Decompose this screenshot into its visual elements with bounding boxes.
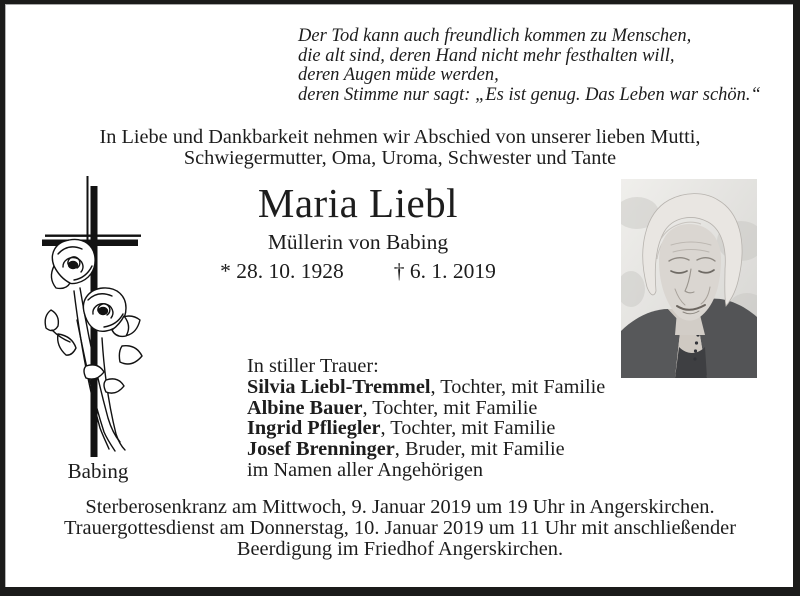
mourner-row [247,418,605,439]
poem [298,27,761,105]
mourner-row [247,398,605,419]
poem-line: Der Tod kann auch freundlich kommen zu Menschen, [298,26,692,46]
mourning-heading: In stiller Trauer: [247,355,379,377]
mourner-name: Silvia Liebl-Tremmel [247,375,431,398]
deceased-block [156,180,560,283]
poem-line: deren Stimme nur sagt: „Es ist genug. Das Leben war schön.“ [298,84,761,105]
mourner-relation: , Tochter, mit Familie [362,396,538,419]
service-info [0,497,800,559]
mourner-relation: , Tochter, mit Familie [430,375,606,398]
mourner-name: Albine Bauer [247,396,363,419]
poem-line: die alt sind, deren Hand nicht mehr festhalten will, [298,45,675,66]
birth-date: * 28. 10. 1928 [220,259,344,283]
intro-text [0,127,800,169]
portrait-photo [621,179,757,378]
deceased-name: Maria Liebl [257,180,459,226]
mourner-relation: , Bruder, mit Familie [394,438,565,461]
life-dates [156,259,560,283]
service-line: Sterberosenkranz am Mittwoch, 9. Januar 2019 um 19 Uhr in Angerskirchen. [85,496,715,518]
mourning-closing: im Namen aller Angehörigen [247,458,483,481]
cross-thin-horizontal [45,235,141,237]
mourning-list [247,356,605,481]
poem-line: deren Augen müde werden, [298,65,499,85]
place-label: Babing [67,459,129,483]
service-line: Beerdigung im Friedhof Angerskirchen. [236,537,564,560]
deceased-subtitle: Müllerin von Babing [267,230,449,254]
mourner-name: Josef Brenninger [247,438,395,461]
service-line: Trauergottesdienst am Donnerstag, 10. Januar 2019 um 11 Uhr mit anschließender [63,516,736,539]
mourner-row [247,439,605,460]
mourner-row [247,377,605,398]
mourner-name: Ingrid Pfliegler [247,417,381,440]
cross-with-roses-illustration [30,170,160,462]
intro-line: Schwiegermutter, Oma, Uroma, Schwester und Tante [183,147,617,169]
death-date: † 6. 1. 2019 [393,259,496,283]
intro-line: In Liebe und Dankbarkeit nehmen wir Abschied von unserer lieben Mutti, [99,126,701,148]
mourner-relation: , Tochter, mit Familie [380,417,556,440]
